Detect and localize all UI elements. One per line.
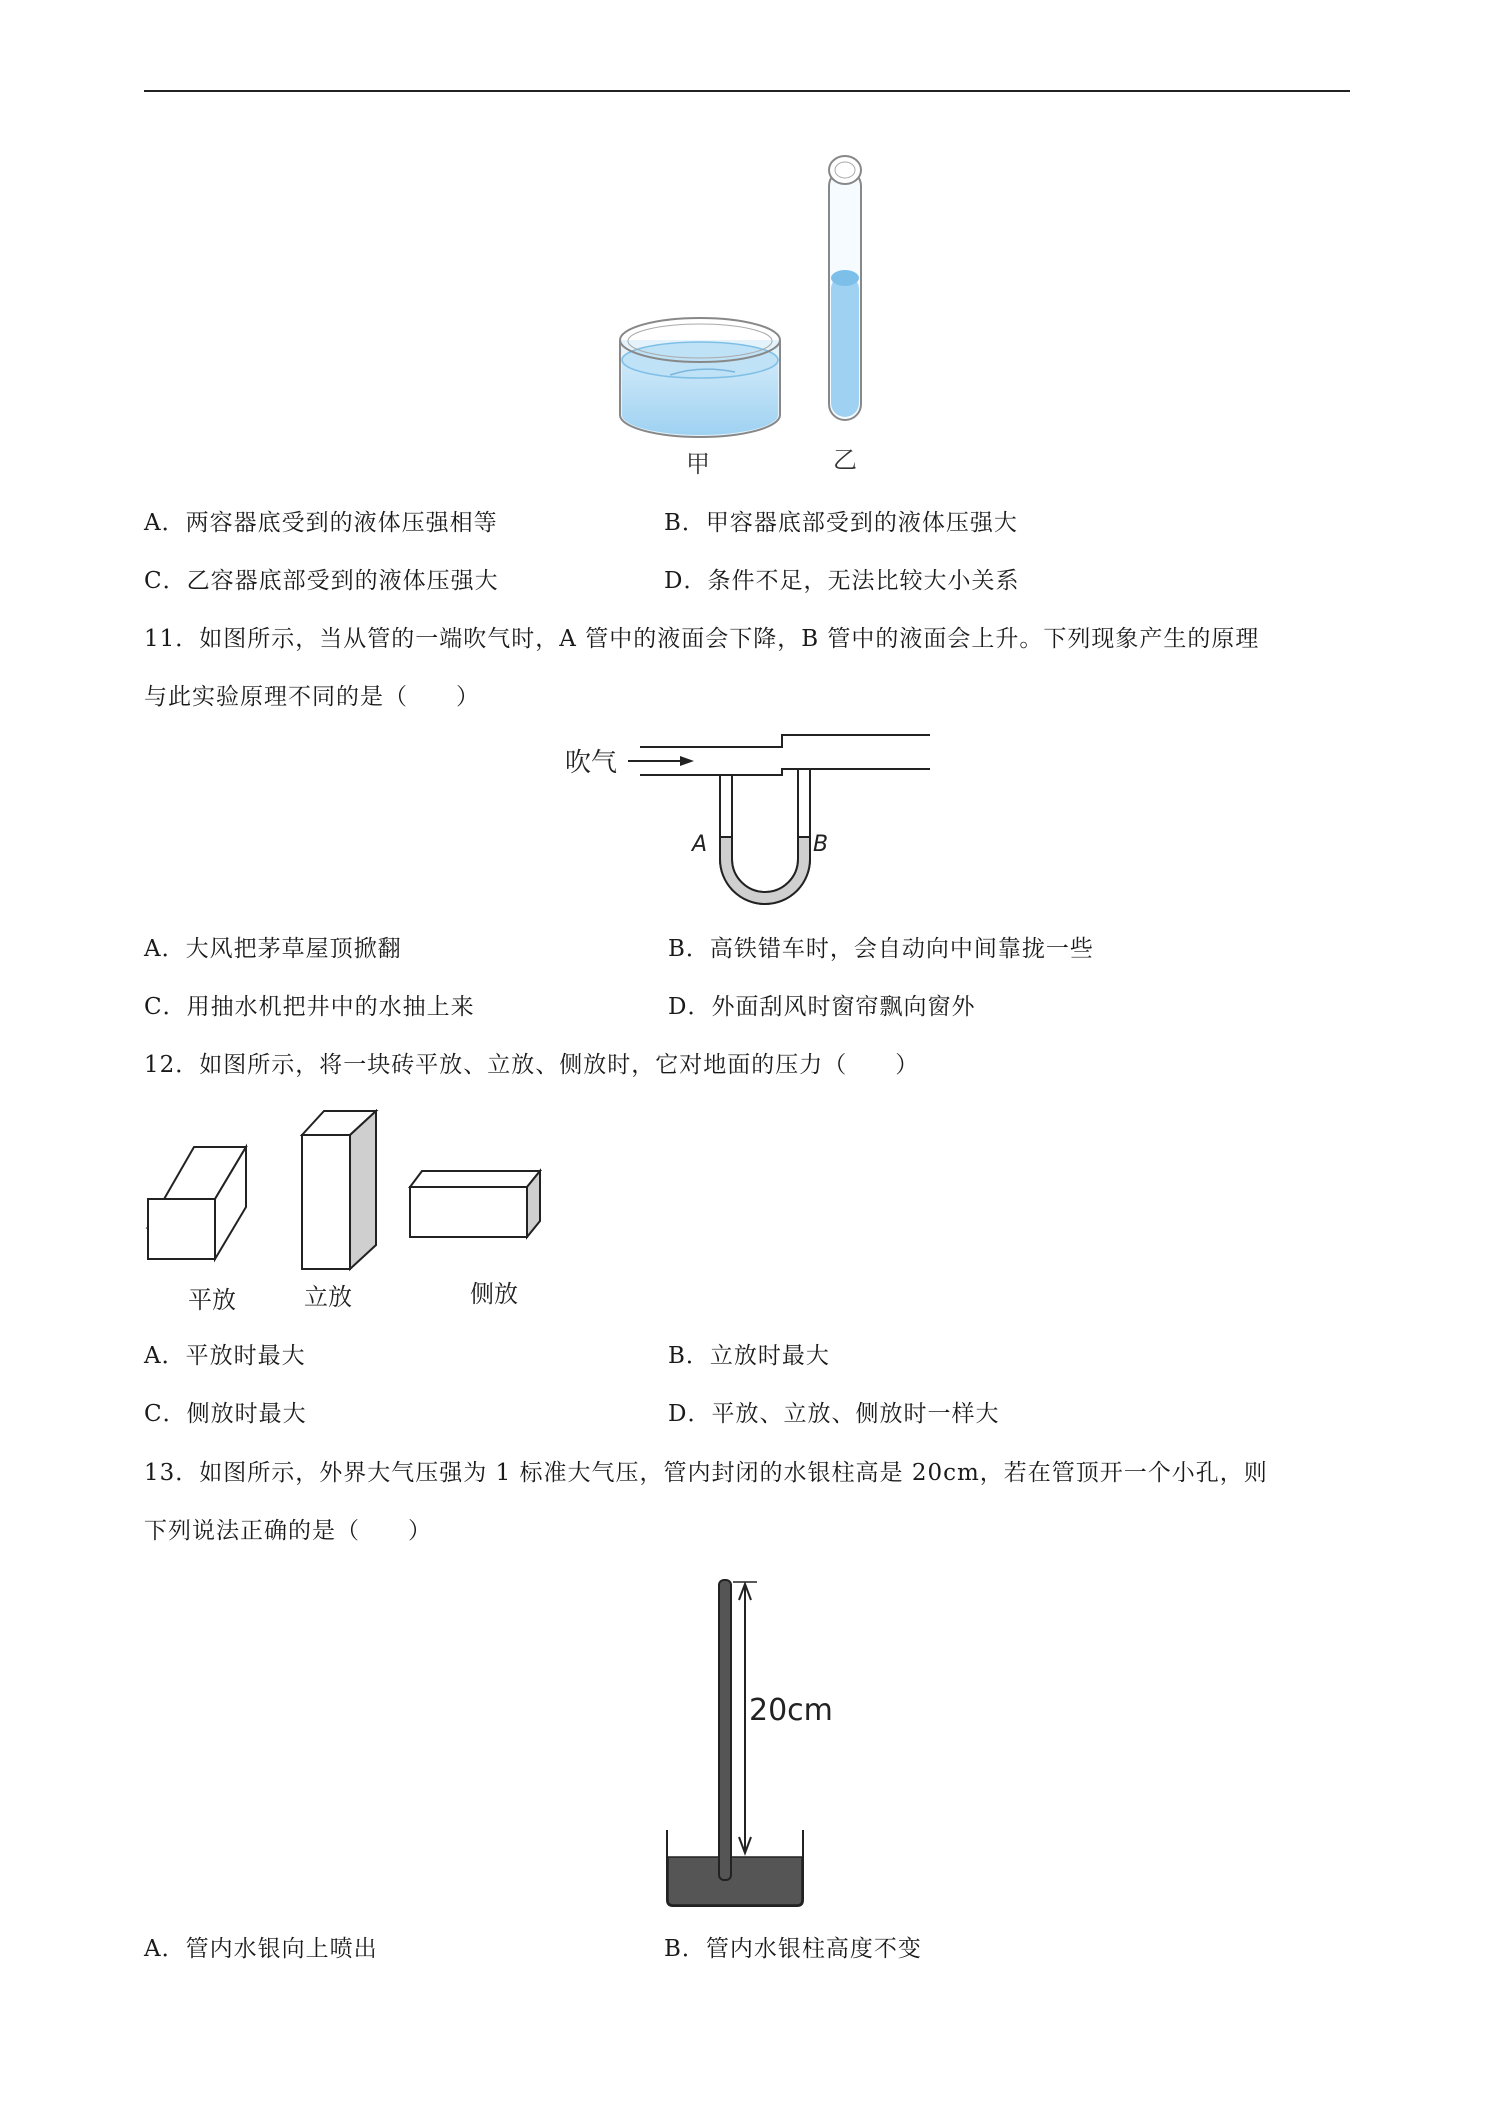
- q13-option-b: B．管内水银柱高度不变: [664, 1936, 922, 1962]
- q13-stem-line1: 13．如图所示，外界大气压强为 1 标准大气压，管内封闭的水银柱高是 20cm，若在管顶开一个小孔，则: [144, 1460, 1268, 1486]
- label-blow: 吹气: [565, 748, 618, 778]
- q11-option-c: C．用抽水机把井中的水抽上来: [144, 994, 475, 1020]
- q11-stem-line2: 与此实验原理不同的是（ ）: [144, 684, 480, 710]
- blow-arrow: [628, 756, 694, 766]
- q11-stem-line1: 11．如图所示，当从管的一端吹气时，A 管中的液面会下降，B 管中的液面会上升。下列现象产生的原理: [144, 626, 1260, 652]
- q12-option-a: A．平放时最大: [144, 1343, 306, 1369]
- q12-option-b: B．立放时最大: [668, 1343, 830, 1369]
- q11-figure: [560, 735, 940, 915]
- label-jia: 甲: [686, 450, 710, 478]
- label-a: A: [692, 832, 708, 857]
- q13-option-a: A．管内水银向上喷出: [144, 1936, 378, 1962]
- q12-option-c: C．侧放时最大: [144, 1401, 307, 1427]
- q11-option-b: B．高铁错车时，会自动向中间靠拢一些: [668, 936, 1094, 962]
- label-flat: 平放: [188, 1286, 236, 1314]
- q10-option-d: D．条件不足，无法比较大小关系: [664, 568, 1020, 594]
- q12-option-d: D．平放、立放、侧放时一样大: [668, 1401, 1000, 1427]
- brick-flat: [148, 1147, 246, 1259]
- q10-figure: [600, 150, 920, 490]
- tube-yi: [829, 156, 861, 420]
- brick-upright: [302, 1111, 376, 1269]
- q11-option-a: A．大风把茅草屋顶掀翻: [144, 936, 402, 962]
- q11-option-d: D．外面刮风时窗帘飘向窗外: [668, 994, 976, 1020]
- q12-figure: [140, 1105, 560, 1320]
- header-rule: [144, 90, 1350, 92]
- mercury-tube: [719, 1580, 731, 1880]
- trough: [667, 1830, 803, 1906]
- dish-jia: [620, 318, 780, 437]
- label-yi: 乙: [833, 446, 857, 474]
- q13-stem-line2: 下列说法正确的是（ ）: [144, 1518, 432, 1544]
- label-upright: 立放: [304, 1283, 352, 1311]
- q10-option-b: B．甲容器底部受到的液体压强大: [664, 510, 1018, 536]
- label-b: B: [813, 832, 829, 857]
- q12-stem: 12．如图所示，将一块砖平放、立放、侧放时，它对地面的压力（ ）: [144, 1052, 920, 1078]
- brick-side: [410, 1171, 540, 1237]
- label-side: 侧放: [470, 1280, 518, 1308]
- q13-figure: [655, 1570, 833, 1915]
- q10-option-c: C．乙容器底部受到的液体压强大: [144, 568, 499, 594]
- label-height: 20cm: [749, 1693, 833, 1728]
- q10-option-a: A．两容器底受到的液体压强相等: [144, 510, 498, 536]
- liquid: [720, 837, 810, 904]
